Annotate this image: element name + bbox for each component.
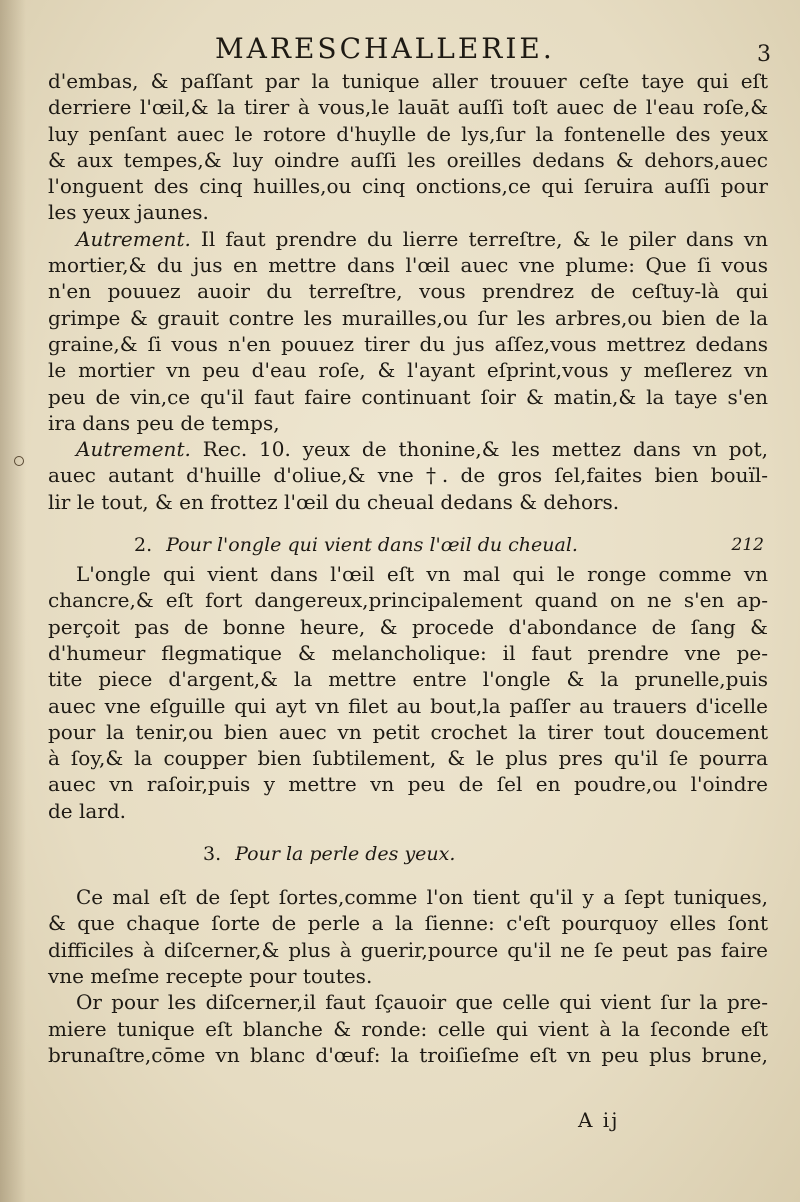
text-line: & que chaque ſorte de perle a la ſienne: c'eſt pourquoy elles ſont (48, 911, 768, 936)
section-3-text-b (48, 989, 768, 1068)
text-line: tite piece d'argent,& la mettre entre l'ongle & la prunelle,puis (48, 667, 768, 692)
section-3-text-a (48, 884, 768, 989)
page-number: 3 (757, 42, 771, 67)
line-text: Il faut prendre du lierre terreſtre, & le piler dans vn (190, 226, 768, 251)
text-line: peu de vin,ce qu'il faut faire continuant ſoir & matin,& la taye s'en (48, 384, 768, 409)
page-edge-shadow (0, 0, 26, 1202)
text-line: brunaſtre,cōme vn blanc d'œuf: la troiſieſme eſt vn peu plus brune, (48, 1042, 768, 1067)
spacer (48, 824, 768, 838)
remedy-label: Autrement. (76, 226, 191, 251)
signature-mark: A ij (578, 1108, 620, 1132)
text-line: de lard. (48, 798, 127, 823)
text-line: auec vn raſoir,puis y mettre vn peu de ſel en poudre,ou l'oindre (48, 772, 768, 797)
section-number: 2. (134, 534, 153, 557)
text-line: auec vne eſguille qui ayt vn filet au bout,la paſſer au trauers d'icelle (48, 693, 768, 718)
spacer (48, 870, 768, 884)
text-line: auec autant d'huille d'oliue,& vne †. de gros ſel,faites bien bouïl- (48, 463, 768, 488)
section-title: Pour l'ongle qui vient dans l'œil du cheual. (166, 534, 578, 557)
text-line: Or pour les diſcerner,il faut ſçauoir que celle qui vient ſur la pre- (76, 990, 768, 1015)
section-3-heading (48, 838, 768, 870)
text-line: chancre,& eſt fort dangereux,principalement quand on ne s'en ap- (48, 588, 768, 613)
text-line: grimpe & grauit contre les murailles,ou ſur les arbres,ou bien de la (48, 305, 768, 330)
section-2-heading (48, 529, 768, 561)
text-line: L'ongle qui vient dans l'œil eſt vn mal qui le ronge comme vn (76, 562, 768, 587)
text-line (48, 436, 768, 462)
text-line: à ſoy,& la coupper bien ſubtilement, & le plus pres qu'il ſe pourra (48, 746, 768, 771)
text-line: graine,& ſi vous n'en pouuez tirer du jus aſſez,vous mettrez dedans (48, 331, 768, 356)
margin-ring-mark (14, 456, 24, 466)
text-line: perçoit pas de bonne heure, & procede d'abondance de ſang & (48, 614, 768, 639)
text-line: ira dans peu de temps, (48, 410, 280, 435)
text-line: lir le tout, & en frottez l'œil du cheual dedans & dehors. (48, 489, 620, 514)
paragraph-2 (48, 226, 768, 436)
text-line: d'embas, & paſſant par la tunique aller trouuer ceſte taye qui eſt (48, 69, 768, 93)
running-head: MARESCHALLERIE. (215, 32, 555, 65)
section-title: Pour la perle des yeux. (235, 843, 456, 866)
text-line: mortier,& du jus en mettre dans l'œil auec vne plume: Que ſi vous (48, 253, 768, 278)
line-text: Rec. 10. yeux de thonine,& les mettez dans vn pot, (190, 437, 768, 462)
section-number: 3. (203, 843, 222, 866)
text-line: le mortier vn peu d'eau roſe, & l'ayant eſprint,vous y meſlerez vn (48, 358, 768, 383)
text-line: luy penſant auec le rotore d'huylle de lys,ſur la fontenelle des yeux (48, 121, 768, 146)
text-line: difficiles à diſcerner,& plus à guerir,pource qu'il ne ſe peut pas faire (48, 937, 768, 962)
text-line (48, 226, 768, 252)
text-line: Ce mal eſt de ſept ſortes,comme l'on tient qu'il y a ſept tuniques, (76, 885, 768, 910)
paragraph-3 (48, 436, 768, 515)
text-line: d'humeur flegmatique & melancholique: il faut prendre vne pe- (48, 640, 768, 665)
section-2-text (48, 561, 768, 824)
page-body (48, 68, 768, 1068)
text-line: l'onguent des cinq huilles,ou cinq onctions,ce qui ſeruira auſſi pour (48, 174, 768, 199)
text-line: derriere l'œil,& la tirer à vous,le lauāt auſſi toſt auec de l'eau roſe,& (48, 95, 768, 120)
page-header (0, 30, 800, 70)
text-line: miere tunique eſt blanche & ronde: celle qui vient à la ſeconde eſt (48, 1016, 768, 1041)
text-line: pour la tenir,ou bien auec vn petit crochet la tirer tout doucement (48, 719, 768, 744)
text-line: n'en pouuez auoir du terreſtre, vous prendrez de ceſtuy-là qui (48, 279, 768, 304)
text-line: vne meſme recepte pour toutes. (48, 963, 373, 988)
text-line: les yeux jaunes. (48, 200, 209, 225)
text-line: & aux tempes,& luy oindre auſſi les oreilles dedans & dehors,auec (48, 147, 768, 172)
paragraph-1 (48, 68, 768, 226)
spacer (48, 515, 768, 529)
remedy-label: Autrement. (76, 437, 191, 462)
margin-reference: 212 (731, 535, 764, 556)
